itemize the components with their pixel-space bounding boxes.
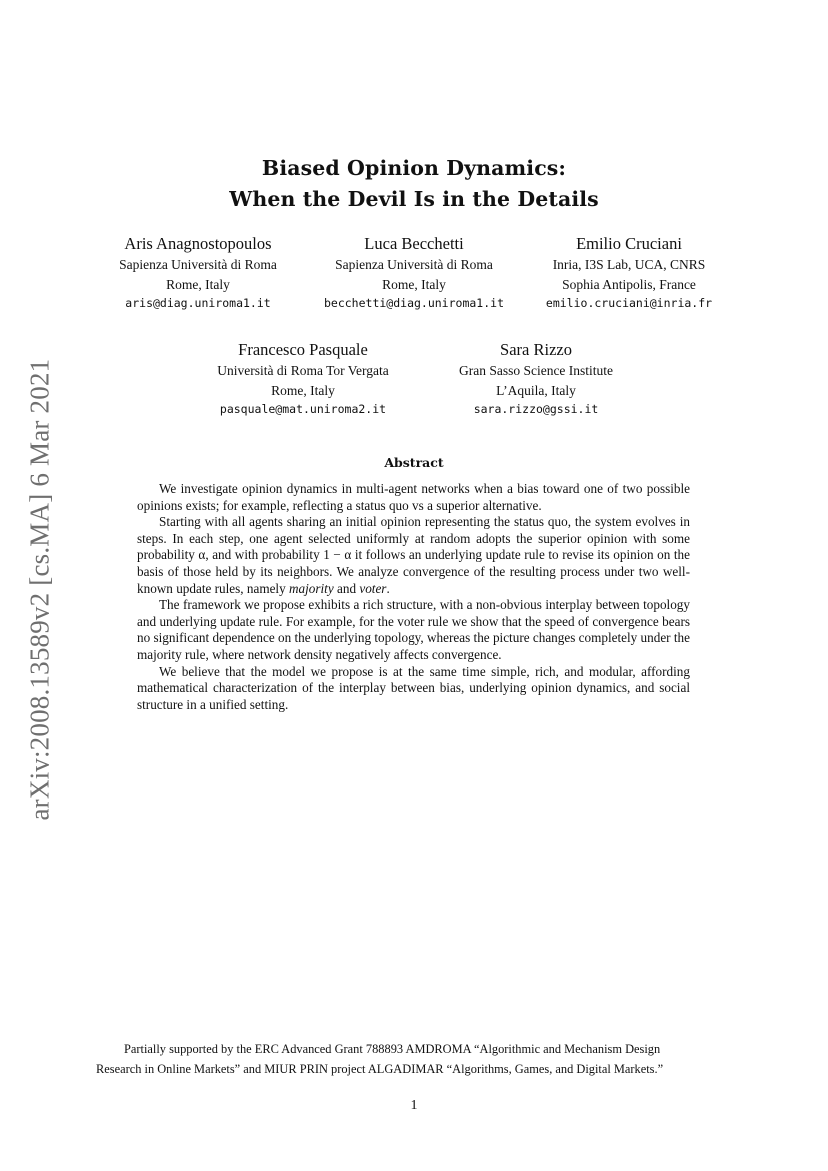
arxiv-identifier-stamp[interactable]: arXiv:2008.13589v2 [cs.MA] 6 Mar 2021 (24, 358, 55, 821)
abstract-text: and (333, 580, 360, 596)
abstract-paragraph: We believe that the model we propose is at the same time simple, rich, and modular, affording mathematical characterization of the interplay between bias, underlying opinion dynamics, and social structure in a unified setting. (137, 663, 690, 712)
author-email[interactable]: pasquale@mat.uniroma2.it (219, 402, 387, 416)
page-number: 1 (410, 1098, 418, 1113)
abstract-paragraph: We investigate opinion dynamics in multi-agent networks when a bias toward one of two possible opinions exists; for example, reflecting a status quo vs a superior alternative. (137, 481, 690, 513)
title-line-1: Biased Opinion Dynamics: (261, 156, 567, 180)
author-name: Francesco Pasquale (238, 340, 368, 359)
author-card (88, 233, 308, 314)
author-name: Aris Anagnostopoulos (124, 234, 272, 253)
author-location: Rome, Italy (271, 382, 335, 398)
abstract-term-voter: voter (359, 580, 387, 596)
author-email[interactable]: becchetti@diag.uniroma1.it (323, 296, 504, 310)
abstract-text: . (386, 580, 390, 596)
author-card (304, 233, 524, 314)
abstract-text: Starting with all agents sharing an initial opinion representing the status quo, the system evolves in steps. In each step, one agent selected uniformly at random adopts the superior opinion with some probability α, and with probability 1 − α it follows an underlying update rule to revise its opinion on the basis of those held by its neighbors. We analyze convergence of the resulting process under two well-known update rules, namely (137, 514, 690, 596)
author-location: Rome, Italy (382, 276, 446, 292)
title-line-2: When the Devil Is in the Details (229, 187, 599, 211)
abstract-heading: Abstract (384, 455, 444, 470)
author-affiliation: Inria, I3S Lab, UCA, CNRS (552, 257, 706, 272)
author-card (426, 339, 646, 420)
footnote-line: Research in Online Markets” and MIUR PRIN project ALGADIMAR “Algorithms, Games, and Digital Markets.” (96, 1061, 664, 1076)
author-affiliation: Sapienza Università di Roma (119, 257, 277, 272)
author-location: Sophia Antipolis, France (562, 276, 696, 292)
author-location: L’Aquila, Italy (496, 382, 576, 398)
author-name: Sara Rizzo (500, 340, 572, 359)
author-affiliation: Sapienza Università di Roma (335, 257, 493, 272)
author-name: Luca Becchetti (364, 234, 464, 253)
author-email[interactable]: sara.rizzo@gssi.it (473, 402, 599, 416)
author-card (193, 339, 413, 420)
author-affiliation: Gran Sasso Science Institute (458, 363, 614, 378)
author-affiliation: Università di Roma Tor Vergata (217, 363, 389, 378)
author-name: Emilio Cruciani (576, 234, 682, 253)
author-card (519, 233, 739, 314)
paper-title (0, 153, 828, 215)
abstract-paragraph (137, 514, 690, 597)
footnote-line: Partially supported by the ERC Advanced Grant 788893 AMDROMA “Algorithmic and Mechanism Design (124, 1042, 661, 1056)
funding-footnote (96, 1040, 732, 1079)
abstract-term-majority: majority (289, 580, 334, 596)
author-email[interactable]: emilio.cruciani@inria.fr (545, 296, 713, 310)
author-email[interactable]: aris@diag.uniroma1.it (125, 296, 271, 310)
author-location: Rome, Italy (166, 276, 230, 292)
abstract-body (137, 481, 690, 713)
abstract-paragraph: The framework we propose exhibits a rich structure, with a non-obvious interplay between topology and underlying update rule. For example, for the voter rule we show that the speed of convergence bears no significant dependence on the underlying topology, whereas the picture changes completely under the majority rule, where network density negatively affects convergence. (137, 597, 690, 662)
